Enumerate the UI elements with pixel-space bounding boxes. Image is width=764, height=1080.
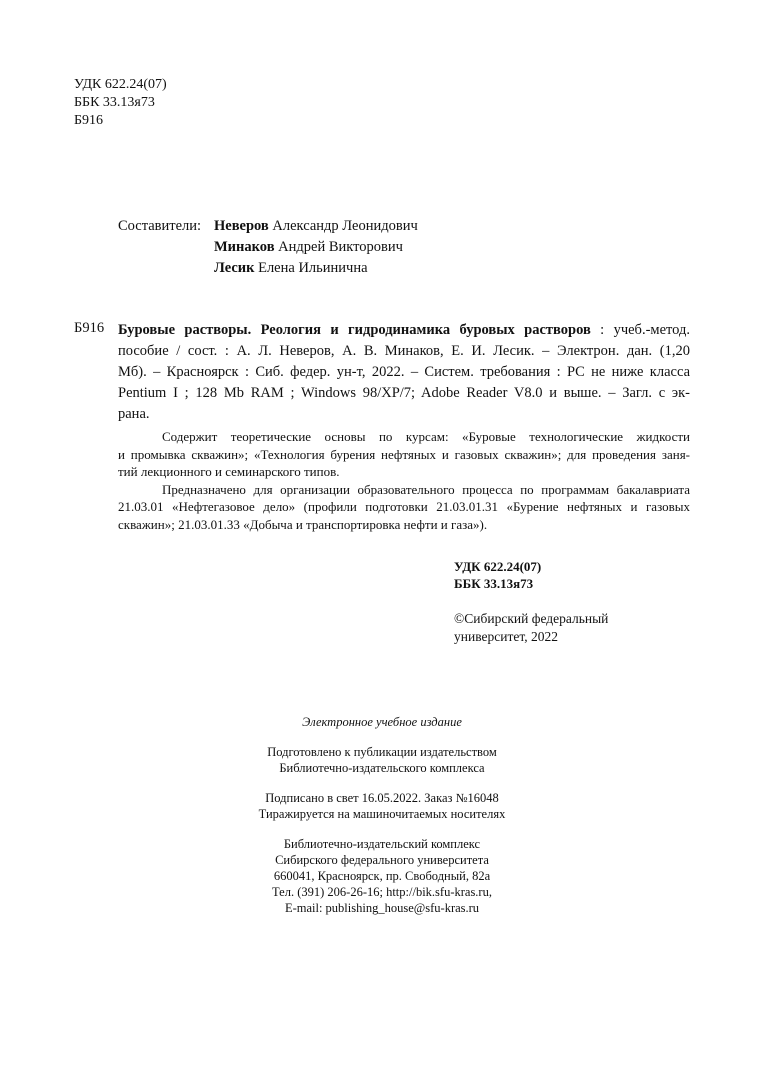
abstract-line: скважин»; 21.03.01.33 «Добыча и транспортировка нефти и газа»). (118, 516, 488, 532)
copyright-notice: ©Сибирский федеральный университет, 2022 (454, 611, 609, 644)
bib-author-mark: Б916 (74, 320, 105, 336)
compiler-row (118, 237, 418, 258)
abstract-line: тий лекционного и семинарского типов. (118, 464, 340, 479)
publication-info: Подписано в свет 16.05.2022. Заказ №16048 Тиражируется на машиночитаемых носителях (258, 791, 506, 821)
abstract-line: и промывка скважин»; «Технология бурения нефтяных и газовых скважин»; для проведения заня- (118, 446, 690, 462)
compilers-block (118, 216, 418, 279)
bib-line: Мб). – Красноярск : Сиб. федер. ун-т, 2022. – Систем. требования : PC не ниже класса (118, 364, 690, 380)
compiler-name: Андрей Викторович (278, 239, 403, 255)
prepared-by: Подготовлено к публикации издательством Библиотечно-издательского комплекса (267, 745, 497, 775)
publisher-info: Библиотечно-издательский комплекс Сибирского федерального университета 660041, Красноярск, пр. Свободный, 82а Тел. (391) 206-26-16; http://bik.sfu-kras.ru, E-mail: publishing_house@sfu-kras.ru (0, 836, 764, 916)
publisher-email: E-mail: publishing_house@sfu-kras.ru (284, 901, 480, 915)
compiler-surname: Неверов (214, 218, 269, 234)
compiler-surname: Минаков (214, 239, 275, 255)
abstract (118, 428, 690, 533)
udk-code: УДК 622.24(07) (74, 77, 167, 92)
bbk-code: ББК 33.13я73 (74, 95, 155, 110)
bib-line: пособие / сост. : А. Л. Неверов, А. В. Минаков, Е. И. Лесик. – Электрон. дан. (1,20 (118, 343, 690, 359)
compiler-surname: Лесик (214, 260, 255, 276)
edition-type: Электронное учебное издание (302, 715, 462, 729)
publisher-phone-website: Тел. (391) 206-26-16; http://bik.sfu-kras.ru, (272, 885, 492, 899)
book-title: Буровые растворы. Реология и гидродинамика буровых растворов (118, 322, 591, 338)
right-classification-codes (454, 558, 541, 592)
bib-line: Pentium I ; 128 Mb RAM ; Windows 98/XP/7; Adobe Reader V8.0 и выше. – Загл. с эк- (118, 385, 690, 401)
compilers-label: Составители: (118, 218, 202, 234)
abstract-line: 21.03.01 «Нефтегазовое дело» (профили подготовки 21.03.01.31 «Бурение нефтяных и газовых (118, 499, 690, 514)
compiler-row (118, 216, 418, 237)
bibliographic-record (118, 320, 690, 425)
classification-codes (74, 76, 167, 130)
author-mark: Б916 (74, 113, 104, 128)
bbk-code: ББК 33.13я73 (454, 576, 534, 591)
udk-code: УДК 622.24(07) (454, 559, 542, 574)
compiler-row (118, 258, 418, 279)
abstract-line: Содержит теоретические основы по курсам: «Буровые технологические жидкости (162, 429, 690, 444)
bib-line: Буровые растворы. Реология и гидродинамика буровых растворов : учеб.-метод. (118, 322, 690, 338)
compiler-name: Александр Леонидович (272, 218, 418, 234)
abstract-line: Предназначено для организации образовательного процесса по программам бакалавриата (162, 481, 690, 497)
bib-line: рана. (118, 406, 150, 422)
compiler-name: Елена Ильинична (258, 260, 368, 276)
